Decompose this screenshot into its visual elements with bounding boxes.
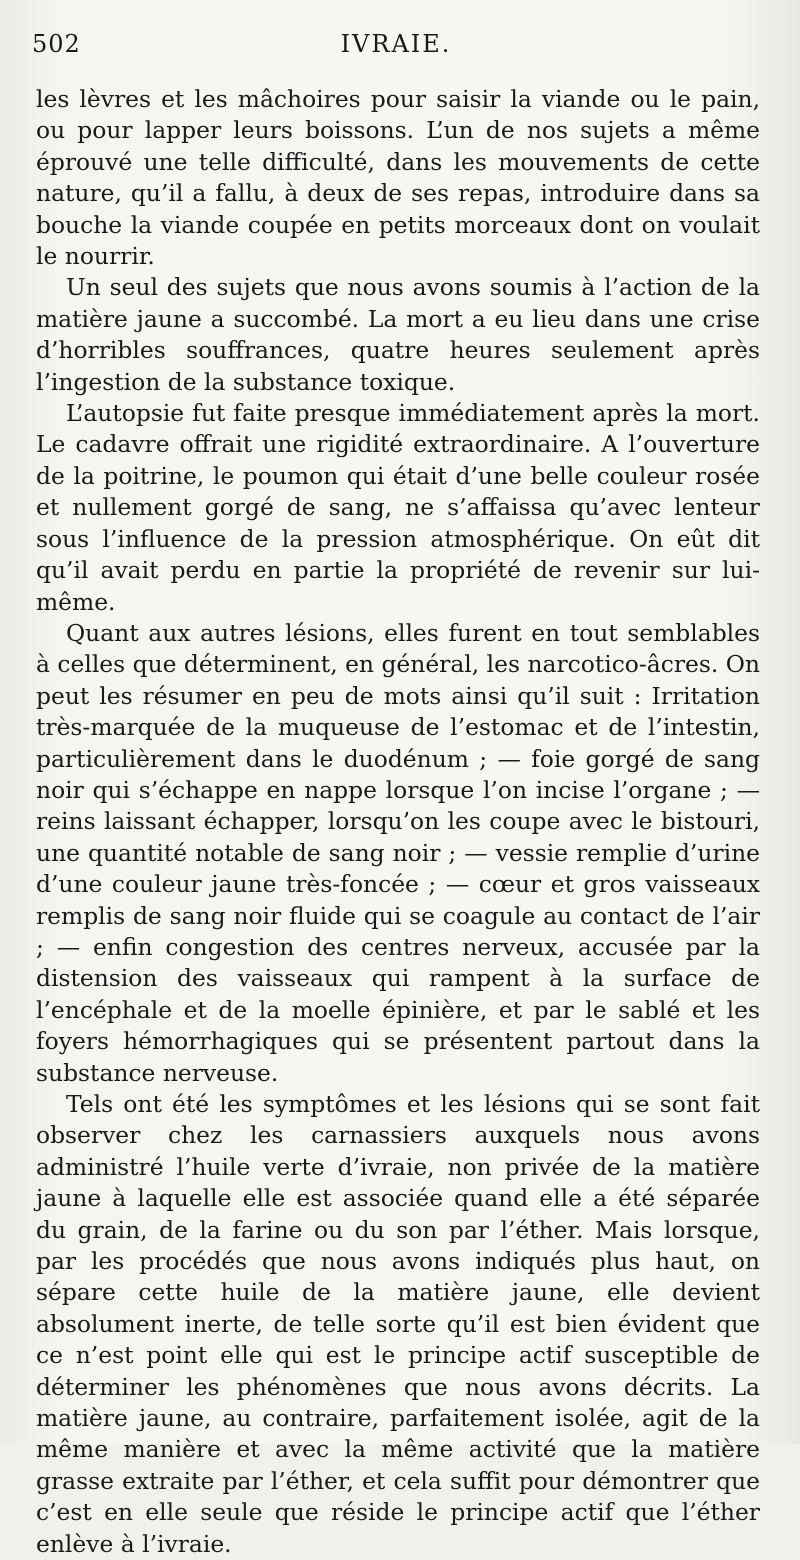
- page-number: 502: [32, 30, 81, 58]
- body-text: [36, 84, 760, 1560]
- paragraph-lesions: Quant aux autres lésions, elles furent en tout semblables à celles que déterminent, en général, les narcotico-âcres. On peut les résumer en peu de mots ainsi qu’il suit : Irritation très-marquée de la muqueuse de l’estomac et de l’intestin, particulièrement dans le duodénum ; — foie gorgé de sang noir qui s’échappe en nappe lorsque l’on incise l’organe ; — reins laissant échapper, lorsqu’on les coupe avec le bistouri, une quantité notable de sang noir ; — vessie remplie d’urine d’une couleur jaune très-foncée ; — cœur et gros vaisseaux remplis de sang noir fluide qui se coagule au contact de l’air ; — enfin congestion des centres nerveux, accusée par la distension des vaisseaux qui rampent à la surface de l’encéphale et de la moelle épinière, et par le sablé et les foyers hémorrhagiques qui se présentent partout dans la substance nerveuse.: [36, 618, 760, 1087]
- running-title: IVRAIE.: [340, 30, 452, 58]
- paragraph-conclusion: Tels ont été les symptômes et les lésions qui se sont fait observer chez les carnassiers auxquels nous avons administré l’huile verte d’ivraie, non privée de la matière jaune à laquelle elle est associée quand elle a été séparée du grain, de la farine ou du son par l’éther. Mais lorsque, par les procédés que nous avons indiqués plus haut, on sépare cette huile de la matière jaune, elle devient absolument inerte, de telle sorte qu’il est bien évident que ce n’est point elle qui est le principe actif susceptible de déterminer les phénomènes que nous avons décrits. La matière jaune, au contraire, parfaitement isolée, agit de la même manière et avec la même activité que la matière grasse extraite par l’éther, et cela suffit pour démontrer que c’est en elle seule que réside le principe actif que l’éther enlève à l’ivraie.: [36, 1090, 760, 1558]
- paragraph-autopsy: L’autopsie fut faite presque immédiatement après la mort. Le cadavre offrait une rigidité extraordinaire. A l’ouverture de la poitrine, le poumon qui était d’une belle couleur rosée et nullement gorgé de sang, ne s’affaissa qu’avec lenteur sous l’influence de la pression atmosphérique. On eût dit qu’il avait perdu en partie la propriété de revenir sur lui-même.: [36, 399, 760, 616]
- paragraph-continuation: les lèvres et les mâchoires pour saisir la viande ou le pain, ou pour lapper leurs boissons. L’un de nos sujets a même éprouvé une telle difficulté, dans les mouvements de cette nature, qu’il a fallu, à deux de ses repas, introduire dans sa bouche la viande coupée en petits morceaux dont on voulait le nourrir.: [36, 85, 760, 271]
- paragraph-death: Un seul des sujets que nous avons soumis à l’action de la matière jaune a succombé. La mort a eu lieu dans une crise d’horribles souffrances, quatre heures seulement après l’ingestion de la substance toxique.: [36, 273, 760, 396]
- page-header: [32, 30, 760, 66]
